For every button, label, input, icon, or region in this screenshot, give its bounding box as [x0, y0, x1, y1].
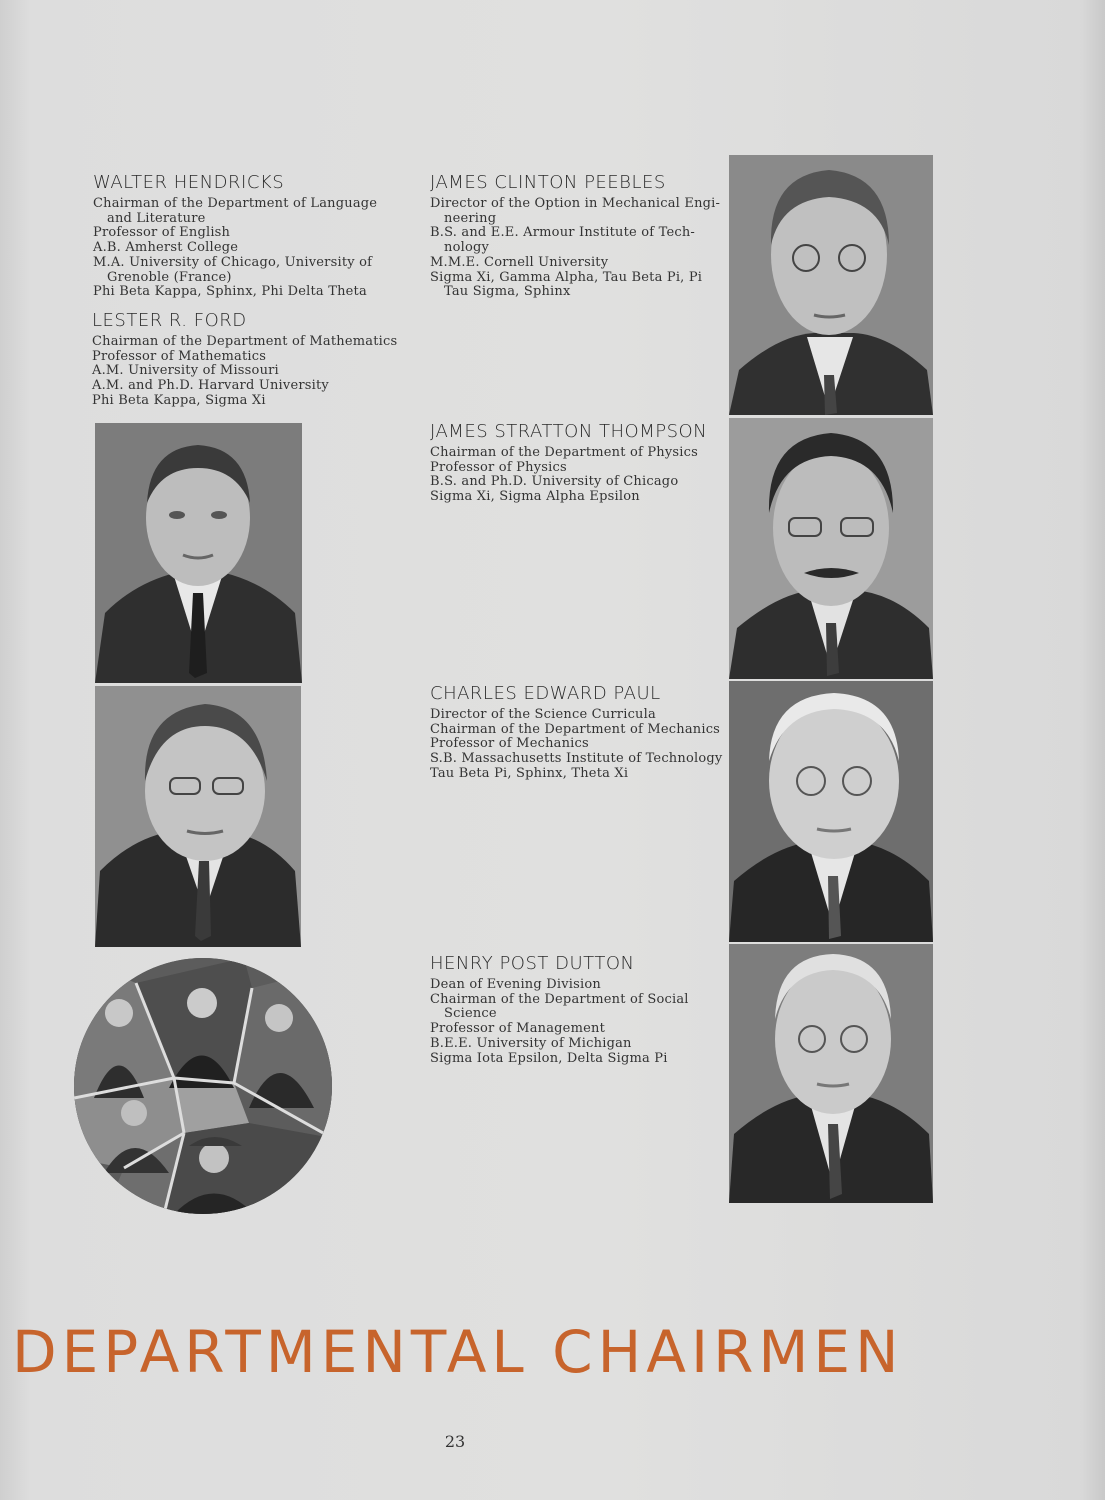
bio-line: Chairman of the Department of Mathematics: [92, 334, 398, 349]
bio-line: Professor of Management: [430, 1021, 605, 1037]
bio-name: LESTER R. FORD: [92, 310, 247, 331]
bio-charles-paul: [430, 683, 722, 782]
bio-line: Tau Beta Pi, Sphinx, Theta Xi: [430, 765, 629, 781]
bio-name: CHARLES EDWARD PAUL: [430, 683, 661, 704]
portrait-photo-thompson: [729, 418, 933, 679]
bio-line: A.M. and Ph.D. Harvard University: [92, 378, 329, 394]
bio-line: Sigma Xi, Sigma Alpha Epsilon: [430, 489, 640, 505]
portrait-photo-peebles: [729, 155, 933, 415]
portrait-photo-ford: [95, 423, 302, 683]
bio-henry-dutton: [430, 953, 689, 1066]
bio-line: Science: [444, 1006, 497, 1022]
bio-line: Chairman of the Department of Language: [93, 196, 378, 211]
bio-name: JAMES STRATTON THOMPSON: [430, 421, 708, 442]
bio-line: Grenoble (France): [107, 269, 232, 285]
bio-line: Director of the Option in Mechanical Engi-: [430, 196, 721, 211]
bio-line: Sigma Xi, Gamma Alpha, Tau Beta Pi, Pi: [430, 269, 703, 285]
bio-line: S.B. Massachusetts Institute of Technology: [430, 751, 723, 767]
portrait-photo-hendricks: [95, 686, 301, 947]
bio-line: M.M.E. Cornell University: [430, 254, 609, 270]
bio-line: A.B. Amherst College: [93, 240, 239, 256]
bio-line: A.M. University of Missouri: [92, 363, 279, 379]
portrait-photo-dutton: [729, 944, 933, 1203]
bio-line: neering: [444, 210, 497, 226]
bio-name: JAMES CLINTON PEEBLES: [430, 172, 666, 193]
bio-line: B.E.E. University of Michigan: [430, 1035, 632, 1051]
bio-line: Sigma Iota Epsilon, Delta Sigma Pi: [430, 1050, 668, 1066]
bio-line: Director of the Science Curricula: [430, 707, 656, 722]
page-number: 23: [444, 1432, 466, 1451]
bio-line: Phi Beta Kappa, Sphinx, Phi Delta Theta: [93, 284, 367, 300]
bio-line: Dean of Evening Division: [430, 977, 601, 992]
circular-photo-collage: [74, 958, 332, 1214]
bio-line: Professor of Mathematics: [92, 348, 267, 364]
bio-name: HENRY POST DUTTON: [430, 953, 635, 974]
bio-line: Chairman of the Department of Mechanics: [430, 721, 721, 737]
bio-james-peebles: [430, 172, 720, 300]
bio-line: nology: [444, 240, 490, 256]
bio-line: and Literature: [107, 210, 206, 226]
bio-line: Phi Beta Kappa, Sigma Xi: [92, 392, 266, 408]
bio-line: Tau Sigma, Sphinx: [444, 284, 571, 300]
bio-line: Chairman of the Department of Social: [430, 991, 689, 1007]
bio-line: Professor of English: [93, 225, 231, 241]
bio-line: B.S. and Ph.D. University of Chicago: [430, 474, 679, 490]
page-title: DEPARTMENTAL CHAIRMEN: [12, 1318, 904, 1386]
bio-line: Chairman of the Department of Physics: [430, 445, 699, 460]
bio-james-thompson: [430, 421, 707, 505]
bio-walter-hendricks: [93, 172, 377, 300]
portrait-photo-paul: [729, 681, 933, 942]
bio-line: M.A. University of Chicago, University of: [93, 254, 373, 270]
bio-line: B.S. and E.E. Armour Institute of Tech-: [430, 225, 696, 241]
bio-name: WALTER HENDRICKS: [93, 172, 285, 193]
bio-line: Professor of Mechanics: [430, 736, 589, 752]
bio-line: Professor of Physics: [430, 459, 567, 475]
bio-lester-ford: [92, 310, 397, 409]
